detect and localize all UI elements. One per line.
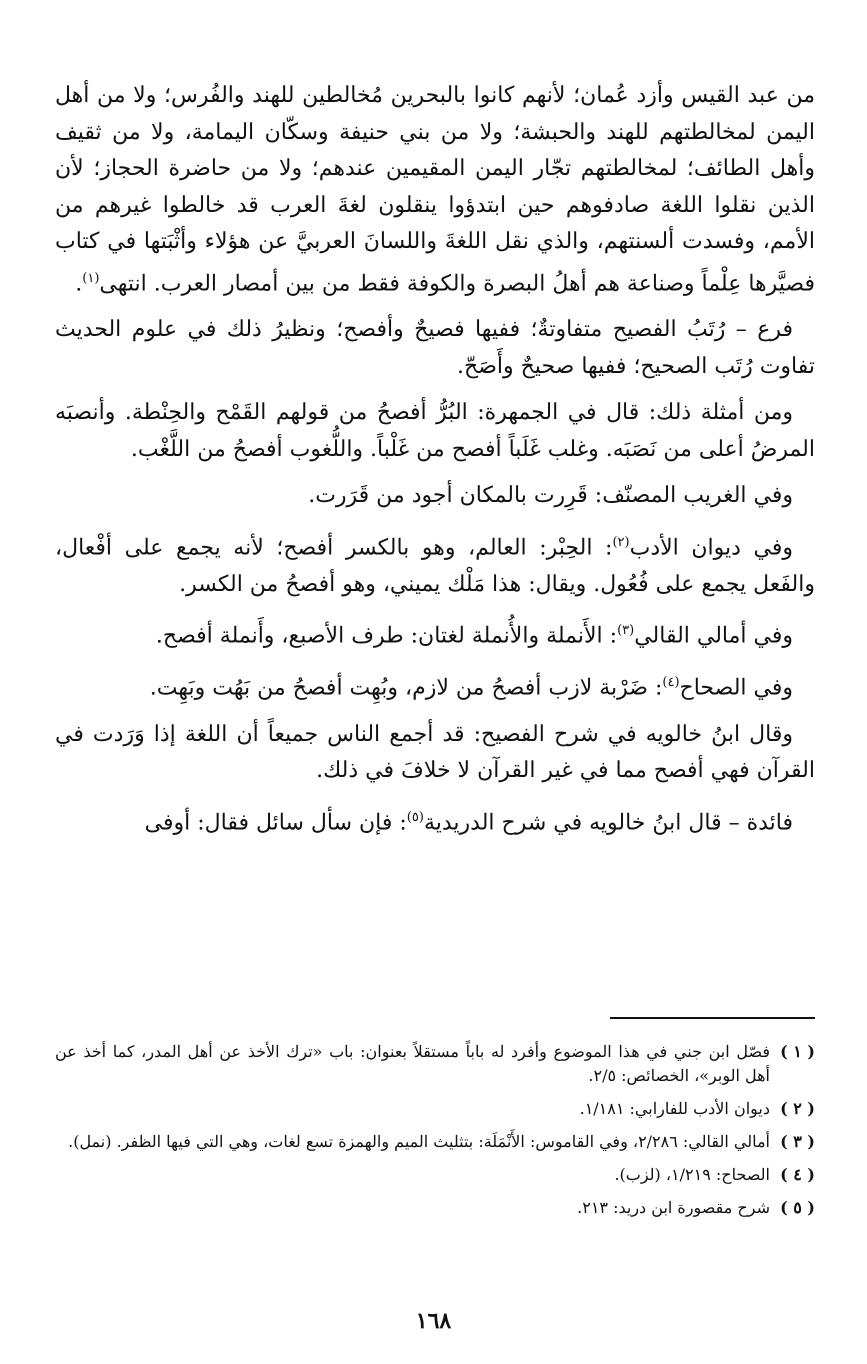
footnote-number: ( ٣ ) [780, 1132, 815, 1151]
paragraph-6 [55, 613, 815, 655]
paragraph-5 [55, 525, 815, 603]
paragraph-5-rest: : الحِبْر: العالم، وهو بالكسر أفصح؛ لأنه يجمع على أفْعال، والفَعل يجمع على فُعُول. ويقال: هذا مَلْك يميني، وهو أفصحُ من الكسر. [55, 535, 815, 597]
footnote-number: ( ٥ ) [780, 1198, 815, 1217]
footnote-number: ( ١ ) [780, 1042, 815, 1061]
paragraph-3: ومن أمثلة ذلك: قال في الجمهرة: البُرُّ أفصحُ من قولهم القَمْح والحِنْطة. وأنصبَه المرضُ أعلى من نَصَبَه. وغلب غَلَباً أفصح من غَلْباً. واللُّغوب أفصحُ من اللَّغْب. [55, 400, 815, 462]
paragraph-8: وقال ابنُ خالويه في شرح الفصيح: قد أجمع الناس جميعاً أن اللغة إذا وَرَدت في القرآن فهي أفصح مما في غير القرآن لا خلافَ في ذلك. [55, 721, 815, 784]
paragraph-9 [55, 800, 815, 842]
footnote-text: فصّل ابن جني في هذا الموضوع وأفرد له باباً مستقلاً بعنوان: باب «ترك الأخذ عن أهل المدر، كما أخذ عن أهل الوبر»، الخصائص: ٢/٥. [55, 1042, 771, 1085]
footnote-text: ديوان الأدب للفارابي: ١/١٨١. [579, 1099, 770, 1118]
footnote-text: شرح مقصورة ابن دريد: ٢١٣. [577, 1198, 770, 1217]
paragraph-1-end: . [75, 270, 83, 296]
page-number: ١٦٨ [415, 1308, 452, 1334]
footnote-3 [55, 1130, 815, 1154]
footnotes [55, 1040, 815, 1229]
footnote-ref-1: (١) [82, 270, 100, 286]
footnote-ref-2: (٢) [612, 534, 630, 550]
footnote-separator [610, 1017, 815, 1019]
footnote-text: أمالي القالي: ٢/٢٨٦، وفي القاموس: الأَنْمَلَة: بتثليث الميم والهمزة تسع لغات، وهي التي فيها الظفر. (نمل). [68, 1132, 770, 1151]
footnote-number: ( ٤ ) [780, 1165, 815, 1184]
footnote-ref-4: (٤) [662, 674, 680, 690]
paragraph-5-start: وفي ديوان الأدب [629, 535, 793, 561]
main-text [55, 78, 815, 852]
footnote-number: ( ٢ ) [780, 1099, 815, 1118]
paragraph-4: وفي الغريب المصنّف: قَرِرت بالمكان أجود من قَرَرت. [308, 483, 793, 509]
footnote-5 [55, 1196, 815, 1220]
paragraph-7-start: وفي الصحاح [679, 675, 793, 701]
paragraph-9-rest: : فإن سأل سائل فقال: أوفى [144, 810, 407, 836]
paragraph-7 [55, 665, 815, 707]
paragraph-6-rest: : الأَنملة والأُنملة لغتان: طرف الأصبع، وأَنملة أفصح. [155, 623, 618, 649]
footnote-4 [55, 1163, 815, 1187]
footnote-ref-5: (٥) [406, 809, 424, 825]
paragraph-7-rest: : ضَرْبة لازب أفصحُ من لازم، وبُهِت أفصحُ من بَهُت وبَهِت. [149, 675, 663, 701]
paragraph-6-start: وفي أمالي القالي [634, 623, 793, 649]
footnote-1 [55, 1040, 815, 1088]
paragraph-1-text: من عبد القيس وأزد عُمان؛ لأنهم كانوا بالبحرين مُخالطين للهند والفُرس؛ ولا من أهل اليمن لمخالطتهم للهند والحبشة؛ ولا من بني حنيفة وسكّان اليمامة، ولا من ثقيف وأهل الطائف؛ لمخالطتهم تجّار اليمن المقيمين عندهم؛ ولا من حاضرة الحجاز؛ لأن الذين نقلوا اللغة صادفوهم حين ابتدؤوا ينقلون لغةَ العرب قد خالطوا غيرهم من الأمم، وفسدت ألسنتهم، والذي نقل اللغةَ واللسانَ العربيَّ عن هؤلاء وأثْبَتها في كتاب فصيَّرها عِلْماً وصناعة هم أهلُ البصرة والكوفة فقط من بين أمصار العرب. انتهى [55, 83, 815, 296]
footnote-text: الصحاح: ١/٢١٩، (لزب). [614, 1165, 770, 1184]
paragraph-1 [55, 78, 815, 302]
footnote-ref-3: (٣) [617, 623, 635, 639]
paragraph-2: فرع – رُتَبُ الفصيح متفاوتةٌ؛ ففيها فصيحٌ وأفصح؛ ونظيرُ ذلك في علوم الحديث تفاوت رُتَب الصحيح؛ ففيها صحيحٌ وأَصَحّ. [55, 317, 815, 379]
paragraph-9-start: فائدة – قال ابنُ خالويه في شرح الدريدية [423, 810, 793, 836]
footnote-2 [55, 1097, 815, 1121]
